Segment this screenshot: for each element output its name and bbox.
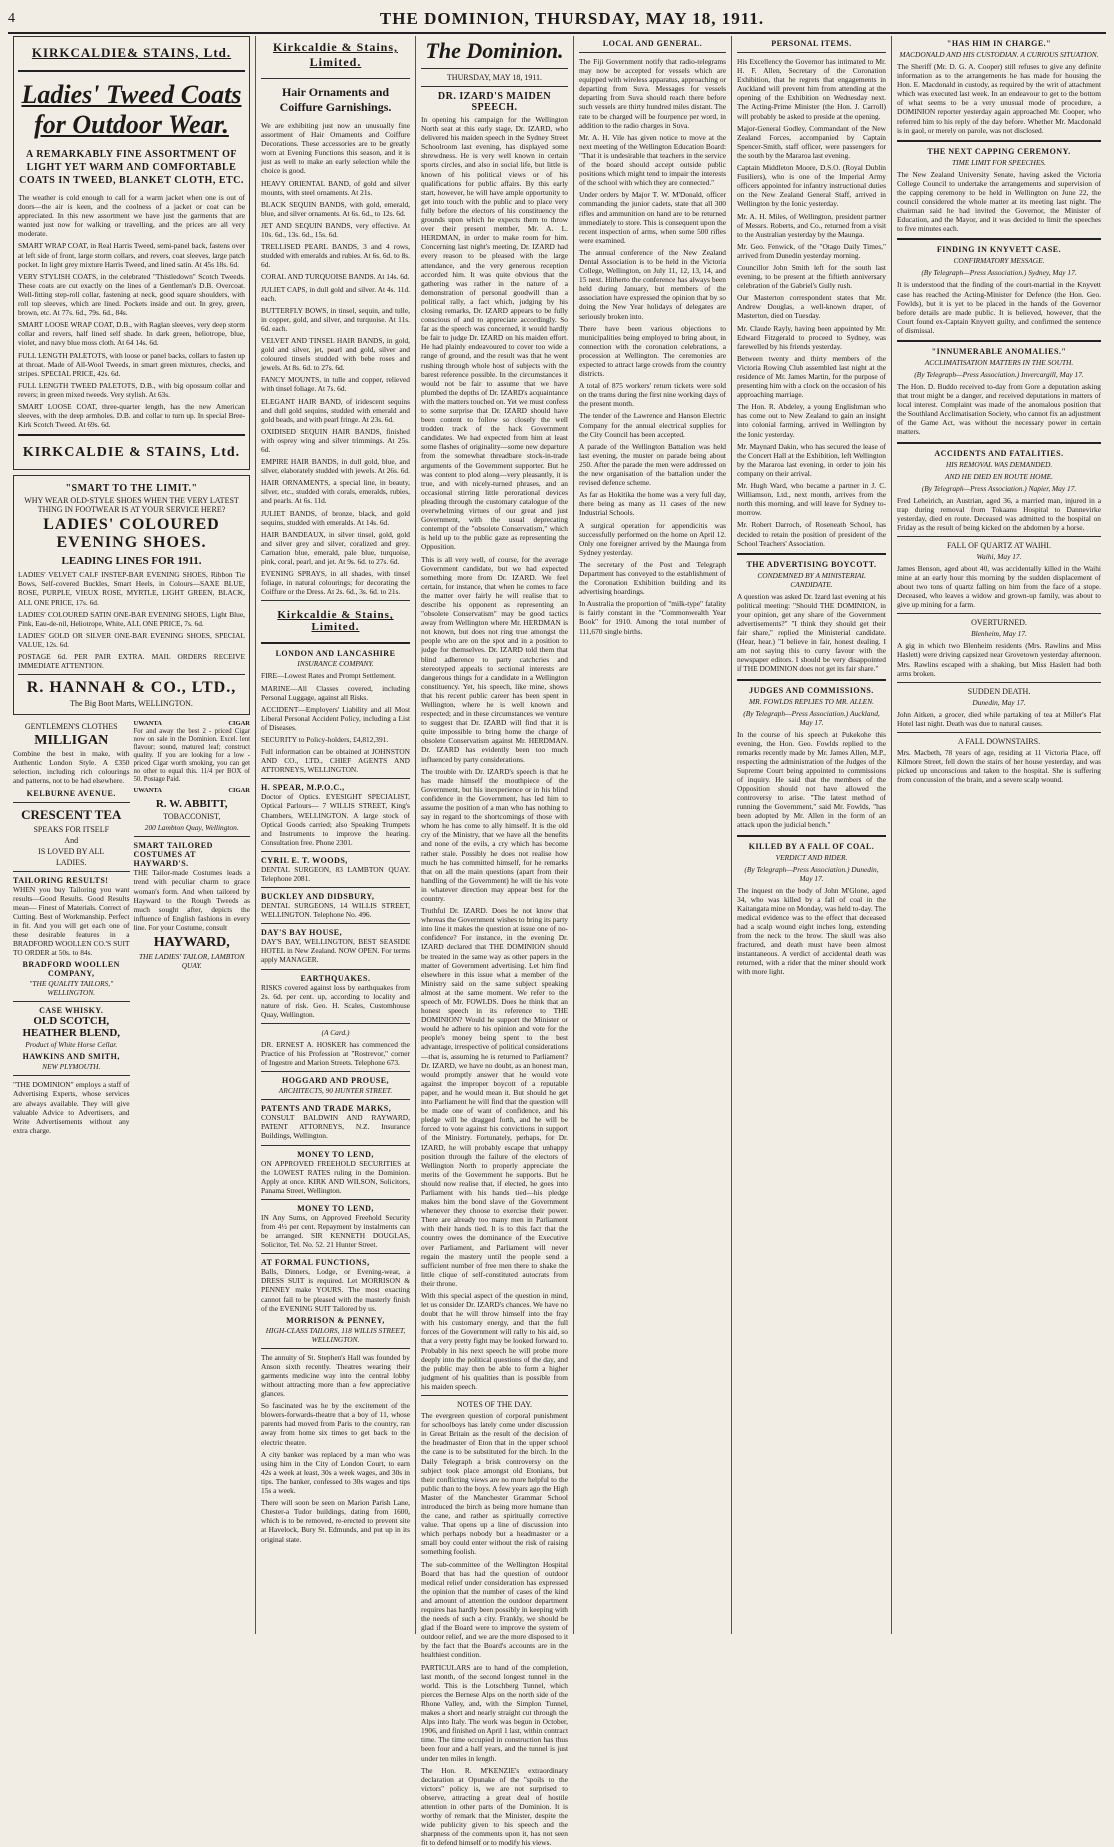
capping-head: THE NEXT CAPPING CEREMONY. <box>927 146 1071 156</box>
quartz-text: James Benson, aged about 40, was accidentally killed in the Waihi mine at an early hour this morning by the sudden displacement of about two tons of quartz falling on him from the face of a stope. Deceased, who leaves a widow and grown-up family, was about to give up mining for a farm. <box>897 563 1101 610</box>
column-3 <box>416 36 574 1847</box>
milligan-name: MILLIGAN <box>34 733 109 749</box>
local-item: A total of 875 workers' return tickets were sold on the trams during the first nine working days of the present month. <box>579 381 726 409</box>
crescent-sub4: LADIES. <box>56 857 87 867</box>
column-1 <box>8 36 256 1634</box>
london-item: FIRE—Lowest Rates and Prompt Settlement. <box>261 671 396 681</box>
killed-text: The inquest on the body of John M'Glone, aged 34, who was killed by a fall of coal in the Kaitangata mine on Monday, was held to-day. The medical evidence was to the effect that deceased had a scalp wound eight inches long, extending from the neck to the brow. The skull was also fractured, and death must have been almost instantaneous. A verdict of accidental death was returned, with a rider that the miner should work with more light. <box>737 885 886 977</box>
note: The Hon. R. M'KENZIE's extraordinary declaration at Opunake of the "spoils to the victors" policy is, we are not surprised to observe, attracting a great deal of hostile attention in other parts of the Dominion. It is worthy of remark that the Minister, despite the wide publicity given to his speech and the sharpness of the comments upon it, has not seen fit to defend himself or to modify his views. <box>421 1765 568 1847</box>
editorial-date: THURSDAY, MAY 18, 1911. <box>446 73 543 82</box>
overturned-text: A gig in which two Blenheim residents (Mrs. Rawlins and Miss Haslett) were driving capsized near Grovetown yesterday afternoon. Mrs. Rawlins escaped with a shaking, but Miss Haslett had both arms broken. <box>897 641 1101 678</box>
editorial-para: In opening his campaign for the Wellington North seat at this early stage, Dr. IZARD, who delivered his maiden speech in the Sydney Street Schoolroom last evening, has displayed some shrewdness. He is very well known in certain sports circles, and also in social life, but little is known of his political views or of his qualifications for public affairs. By this early start, however, he will have ample opportunity to get into touch with the public and to place very fully before the electors of his constituency the grounds upon which he expects them to throw over their present member, Mr. A. L. HERDMAN, in order to make room for him. Concerning last night's meeting, Dr. IZARD had every reason to be pleased with the large attendance, and the very generous reception accorded him. It was quite obvious that the gathering was rather in the nature of a demonstration of personal goodwill than a political rally, a fact which, judging by his closing remarks, Dr. IZARD appears to be fully conscious of and to appreciate accordingly. So far as the speech was concerned, it would hardly be fair to judge Dr. IZARD on his maiden effort. He had plainly endeavoured to cover too wide a range of ground, and the result was that he went rushing through whole host of subjects with the barest reference possible. In the circumstances it would not be fair to assume that we have plumbed the depths of Dr. IZARD's acquaintance with the matters touched on. Yet we must confess to some surprise that Dr. IZARD should have been content to follow so closely the well trodden track of the hack Government candidates. We had expected from him at least some flashes of originality—some new departure from the somewhat threadbare stock-in-trade arguments of the Government supporter. But he was content to plod along—very pleasantly, it is true, and with nicely-turned phrases, and an occasional stirring little perorational devices pleading through the customary catalogue of the overwhelming virtues of our great and just Government, with the usual deprecating contempt of the "obsolete Conservatism," which is held up to the public gaze as representing the Opposition. <box>421 115 568 552</box>
accidents-text: Fred Leheirich, an Austrian, aged 36, a married man, injured in a trap during removal from Tokaanu Hospital to Dannevirke yesterday, died en route. Deceased was admitted to the hospital on Friday as the result of being kicked on the abdomen by a horse. <box>897 495 1101 532</box>
hannah-name: R. HANNAH & CO., LTD., <box>26 679 237 697</box>
case-whisky: CASE WHISKY. <box>39 1006 104 1016</box>
boycott-sub: CONDEMNED BY A MINISTERIAL CANDIDATE. <box>757 570 866 589</box>
killed-head: KILLED BY A FALL OF COAL. <box>748 841 875 851</box>
tweed-coats-sub: A REMARKABLY FINE ASSORTMENT OF LIGHT YET WARM AND COMFORTABLE COATS IN TWEED, BLANKET CLOTH, ETC. <box>19 149 244 186</box>
card-label: (A Card.) <box>321 1027 350 1037</box>
shoe-title: LADIES' COLOURED EVENING SHOES. <box>43 516 220 552</box>
paper-name: The Dominion. <box>425 38 564 63</box>
hair-item: HAIR BANDEAUX, in silver tinsel, gold, gold and silver grey and silver, coralized and grey. Carnation blue, emerald, pale blue, turquoise, pink, coral, pearl, and jet. At 9s. 6d. to 27s. 6d. <box>261 529 410 567</box>
hawkins-sub: NEW PLYMOUTH. <box>42 1062 101 1072</box>
spear: H. SPEAR, M.P.O.C., <box>261 783 345 793</box>
bradford-sub: "THE QUALITY TAILORS," WELLINGTON. <box>29 979 114 998</box>
coat-item: FULL LENGTH PALETOTS, with loose or panel backs, collars to fasten up at throat. Made of All-Wool Tweeds, in smart green mixtures, checks, and stripes. SPECIAL PRICE, 42s. 6d. <box>18 350 245 378</box>
anomalies-sub: ACCLIMATISATION MATTERS IN THE SOUTH. <box>924 357 1074 367</box>
coat-item: SMART LOOSE COAT, three-quarter length, has the new American sleeves, with the deep armholes. D.B. and collar to turn up. In special Bree-Kirk Scotch Tweed. At 69s. 6d. <box>18 401 245 430</box>
personal-item: Captain Middleton Moore, D.S.O. (Royal Dublin Fusiliers), who is one of the Imperial Army officers appointed for infantry instructional duties on the New Zealand General Staff, arrived in Wellington by the Ionic yesterday. <box>737 163 886 209</box>
cigar-word-2: CIGAR <box>228 786 250 794</box>
quartz-source: Waihi, May 17. <box>976 551 1022 561</box>
quartz-head: FALL OF QUARTZ AT WAIHI. <box>947 540 1051 550</box>
abbitt-sub: TOBACCONIST, <box>163 812 221 822</box>
london-item: MARINE—All Classes covered, including Personal Luggage, against all Risks. <box>261 683 410 702</box>
coat-item: SMART LOOSE WRAP COAT, D.B., with Raglan sleeves, very deep storm collar and revers, half lined self shade. In dark green, heliotrope, blue, violet, and navy blue moss cloth. At 64 14s. 6d. <box>18 320 245 348</box>
hair-item: OXIDISED SEQUIN HAIR BANDS, finished with osprey wing and silver trimmings. At 25s. 6d. <box>261 426 410 454</box>
note: PARTICULARS are to hand of the completion, last month, of the second longest tunnel in the world. This is the Lotschberg Tunnel, which pierces the Bernese Alps on the north side of the Rhone Valley, and, with the Simplon Tunnel, makes a short and nearly straight cut through the Alps into Italy. The work was begun in October, 1906, and finished on April 1 last, within contract time. The time occupied in construction has thus been four and a half years, and the tunnel is just under ten miles in length. <box>421 1662 568 1763</box>
accidents-sub: HIS REMOVAL WAS DEMANDED. <box>945 459 1053 469</box>
buckley: BUCKLEY AND DIDSBURY, <box>261 892 375 902</box>
hair-item: JET AND SEQUIN BANDS, very effective. At 10s. 6d., 13s. 6d., 15s. 6d. <box>261 220 410 240</box>
editorial-continued: With this special aspect of the question in mind, let us consider Dr. IZARD's chances. We have no doubt that he will throw himself into the fray with his customary energy, and that the full forces of the Government will rally to his aid, so that a very pretty fight may be looked forward to. Probably in his next speech he will probe more deeply into the political questions of the day, and the public may then be able to form a higher judgment of his qualities than is possible from his maiden speech. <box>421 1291 568 1391</box>
knyvett-text: It is understood that the finding of the court-martial in the Knyvett case has reached the Acting-Minister for Defence (the Hon. Geo. Fowlds), but it is yet to be placed in the hands of the Governor before details are made public. It is believed, however, that the Court found ex-Captain Knyvett guilty, and confirmed the sentence of dismissal. <box>897 280 1101 335</box>
in-charge-head: "HAS HIM IN CHARGE." <box>946 39 1052 48</box>
tweed-coats-ad <box>13 36 250 470</box>
judges-head: JUDGES AND COMMISSIONS. <box>749 685 874 695</box>
overturned-head: OVERTURNED. <box>971 618 1027 628</box>
abbitt-sub2: 200 Lambton Quay, Wellington. <box>144 823 239 833</box>
k-s-brand-2: Kirkcaldie & Stains, Limited. <box>277 609 394 634</box>
column-2 <box>256 36 416 1634</box>
knyvett-head: FINDING IN KNYVETT CASE. <box>936 245 1062 255</box>
column-4 <box>574 36 732 1634</box>
hair-item: ELEGANT HAIR BAND, of iridescent sequins and dull gold sequins, studded with emerald and gold beads, and with pearl fringe. At 23s. 6d. <box>261 396 410 424</box>
shoe-item: LADIES' COLOURED SATIN ONE-BAR EVENING SHOES, Light Blue, Pink, Eau-de-nil, Heliotrope, White, ALL ONE PRICE, 7s. 6d. <box>18 609 245 628</box>
bottom-note: So fascinated was he by the excitement of the blowers-forwards-theatre that a boy of 11, whose parents had moved from Paris to the country, ran away from home six times to get back to the electric theatre. <box>261 1401 410 1447</box>
column-6 <box>892 36 1106 1634</box>
notes-head: NOTES OF THE DAY. <box>457 1400 532 1410</box>
hair-item: HEAVY ORIENTAL BAND, of gold and silver mounts, with steel ornaments. At 21s. <box>261 178 410 197</box>
personal-item: Between twenty and thirty members of the Victoria Rowing Club assembled last night at the residence of Mr. James Martin, for the purpose of presenting him with a clock on the occasion of his approaching marriage. <box>737 353 886 400</box>
local-item: Mr. A. H. Vile has given notice to move at the next meeting of the Wellington Education Board: "That it is undesirable that teachers in the service of the board should accept outside public positions which might tend to impair the interests of the school with which they are connected." <box>579 132 726 188</box>
personal-item: His Excellency the Governor has intimated to Mr. H. F. Allen, Secretary of the Coronation Exhibition, that he regrets that engagements in Auckland will prevent him from attending at the opening of the Exhibition on Wednesday next. The Acting-Prime Minister (the Hon. J. Carroll) will probably be asked to preside at the opening. <box>737 57 886 121</box>
personal-item: Councillor John Smith left for the south last evening, to be present at the fiftieth anniversary celebration of the Gabriel's Gully rush. <box>737 262 886 291</box>
milligan-top: GENTLEMEN'S CLOTHES <box>24 722 118 732</box>
personal-item: Mr. Hugh Ward, who became a partner in J. C. Williamson, Ltd., next month, arrives from the north this morning, and will leave for Sydney to-morrow. <box>737 481 886 518</box>
note: The evergreen question of corporal punishment for schoolboys has lately come under discussion in Great Britain as the result of the decision of the headmaster of Eton that in the upper school the cane is to be substituted for the birch. In the Daily Telegraph a brisk controversy on the subject took place amongst old Etonians, but their conflicting views are no more helpful to the public than to the boys. A few years ago the High Master of the Manchester Grammar School introduced the birch as being more humane than the cane, and rather as spiritually corrective value. That opens up a line of discussion into which perhaps nobody but a headmaster or a small boy could enter without the risk of raising something foolish. <box>421 1411 568 1557</box>
page-number: 4 <box>8 11 15 26</box>
tailoring-head: TAILORING RESULTS! <box>13 875 109 885</box>
anomalies-head: "INNUMERABLE ANOMALIES." <box>931 346 1067 356</box>
london-item: SECURITY to Policy-holders, £4,812,391. <box>261 734 389 744</box>
hayward-text: THE Tailor-made Costumes leads a trend with peculiar charm to grace woman's form. And when tailored by Hayward to the Rough Tweeds as much sought after, depicts the influence of English fashions in every line. For your Costume, consult <box>133 868 250 932</box>
knyvett-sub: CONFIRMATORY MESSAGE. <box>953 256 1045 266</box>
crescent-sub2: And <box>64 835 79 845</box>
hair-item: TRELLISED PEARL BANDS, 3 and 4 rows, studded with emeralds and rubies. At 6s. 6d. to 8s. 6d. <box>261 242 410 270</box>
column-5 <box>732 36 892 1634</box>
uwanta-cigar-ad <box>134 720 251 794</box>
money-to-lend-2: MONEY TO LEND, <box>297 1203 374 1213</box>
shoe-question: WHY WEAR OLD-STYLE SHOES WHEN THE VERY LATEST THING IN FOOTWEAR IS AT YOUR SERVICE HERE? <box>24 496 239 515</box>
shoe-item: LADIES' GOLD OR SILVER ONE-BAR EVENING SHOES, SPECIAL VALUE, 12s. 6d. <box>18 630 245 649</box>
kirkcaldie-brand: KIRKCALDIE& STAINS, Ltd. <box>31 45 232 60</box>
days-text: DAY'S BAY, WELLINGTON, BEST SEASIDE HOTEL in New Zealand. NOW OPEN. For terms apply MANAGER. <box>261 937 410 965</box>
money2-text: IN Any Sums, on Approved Freehold Security from 4½ per cent. Repayment by instalments can be arranged. SIR KENNETH DOUGLAS, Solicitor, Tel. No. 52. 21 Hunter Street. <box>261 1212 410 1250</box>
personal-item: The Hon. R. Abdeley, a young Englishman who has come out to New Zealand to gain an insight into colonial farming, arrived in Wellington by the Ionic yesterday. <box>737 402 886 439</box>
hair-item: JULIET CAPS, in dull gold and silver. At 4s. 11d. each. <box>261 284 410 303</box>
formal-functions: AT FORMAL FUNCTIONS, <box>261 1258 370 1268</box>
local-item: The secretary of the Post and Telegraph Department has conveyed to the establishment of the Coronation Exhibition building and its advertising hoardings. <box>579 559 726 597</box>
judges-text: In the course of his speech at Pukekohe this evening, the Hon. Geo. Fowlds replied to the remarks recently made by Mr. James Allen, M.P., respecting the administration of the Judges of the Supreme Court being appointed to commissions of inquiry. He said that the members of the Opposition should not have allowed the controversy to arise. "The latest method of running the Government," said Mr. Fowlds, "has been adopted by Mr. Allen in the form of an attack upon the judicial bench." <box>737 729 886 830</box>
milligan-text: Combine the best in make, with Authentic London Style. A £350 selection, including rich colourings and patterns, not to be had elsewhere. <box>13 749 130 786</box>
accidents-sub2: AND HE DIED EN ROUTE HOME. <box>945 471 1053 481</box>
hair-item: CORAL AND TURQUOISE BANDS. At 14s. 6d. <box>261 272 410 282</box>
london-sub: INSURANCE COMPANY. <box>297 659 374 669</box>
killed-source: (By Telegraph—Press Association.) Dunedin, May 17. <box>744 864 879 883</box>
knyvett-source: (By Telegraph—Press Association.) Sydney, May 17. <box>921 268 1077 278</box>
coat-item: SMART WRAP COAT, in Real Harris Tweed, semi-panel back, fastens over at left side of front, large storm collars, and revers, coat sleeves, large patch pocket. In light grey mixture Harris Tweed, and lined satin. At 45s 18s. 6d. <box>18 241 245 269</box>
earthquakes-text: RISKS covered against loss by earthquakes from 2s. 6d. per cent. up, according to locality and nature of risk. Geo. H. Scales, Customhouse Quay, Wellington. <box>261 982 410 1019</box>
hair-item: BLACK SEQUIN BANDS, with gold, emerald, blue, and silver ornaments. At 6s. 6d., to 12s. 6d. <box>261 199 410 218</box>
london-foot: Full information can be obtained at JOHNSTON AND CO., LTD., CHIEF AGENTS AND ATTORNEYS, WELLINGTON. <box>261 747 410 775</box>
hoggard-sub: ARCHITECTS, 90 HUNTER STREET. <box>278 1086 393 1096</box>
hair-item: HAIR ORNAMENTS, a special line, in beauty, silver, etc., studded with corals, emeralds, rubies, and pearls. At 6s. 11d. <box>261 478 410 506</box>
personal-item: Mr. Geo. Fenwick, of the "Otago Daily Times," arrived from Dunedin yesterday morning. <box>737 241 886 260</box>
note: The sub-committee of the Wellington Hospital Board that has had the question of outdoor medical relief under consideration has expressed the opinion that the number of cases of the kind and amount of attention the outdoor department requires has hardly been possibly in keeping with the needs of such a city. Frankly, we should be glad if the Board were to improve the system of outdoor relief, and we are the more disposed to it by the fact that the Board's accounts are in the healthiest condition. <box>421 1559 568 1660</box>
church-note: The annuity of St. Stephen's Hall was founded by Anson sixth recently. Theatres wearing their garments medicine way into the central lobby without attracting more than a few appreciative glances. <box>261 1352 410 1399</box>
hannah-sub: The Big Boot Marts, WELLINGTON. <box>70 699 193 709</box>
london-lancashire: LONDON AND LANCASHIRE <box>275 649 396 659</box>
cigar-text: For and away the best 2 - priced Cigar now on sale in the Dominion. Excel. lent flavour; sound, matured leaf; construct quality. If you are looking for a low - priced Cigar worth smoking, you can get no other to equal this. 11/4 per BOX of 50. Postage Paid. <box>133 727 250 783</box>
hair-intro: We are exhibiting just now an unusually fine assortment of Hair Ornaments and Coiffure Decorations. These accessories are to be greatly worn at Evening Functions this season, and it is just as well to make an early selection while the choice is good. <box>261 121 410 176</box>
local-item: As far as Hokitika the home was a very full day, there being as many as 11 cases of the new Industrial Schools. <box>579 490 726 518</box>
tailoring-text: WHEN you buy Tailoring you want results—Good Results. Good Results mean— Finest of Materials. Correct of Cutting. Best of Workmanship. Perfect in fit. And you will get each one of these desirable features in a BRADFORD WOOLLEN CO.'S SUIT TO ORDER at 50s. to 84s. <box>13 884 130 958</box>
personal-item: Mr. Maynard Dakin, who has secured the lease of the Concert Hall at the Exhibition, left Wellington by the Mararoa last evening, in order to join his company on their arrival. <box>737 441 886 478</box>
judges-source: (By Telegraph—Press Association.) Auckland, May 17. <box>743 708 880 727</box>
functions-text: Balls, Dinners, Lodge, or Evening-wear, a DRESS SUIT is required. Let MORRISON & PENNEY make YOURS. The most exacting cannot fail to be pleased with the masterly finish of the EVENING SUIT Tailored by us. <box>261 1267 410 1313</box>
bottom-note-3: There will soon be seen on Marion Parish Lane, Chester-a Tudor buildings, dating from 1600, which is to be removed, re-erected to prevent site at Havelock, Bury St. Edmunds, and put up in its original state. <box>261 1498 410 1544</box>
local-item: The tender of the Lawrence and Hanson Electric Company for the annual electrical supplies for the City Council has been accepted. <box>579 411 726 439</box>
hayward-top: SMART TAILORED COSTUMES AT HAYWARD'S. <box>133 841 213 869</box>
boycott-head: THE ADVERTISING BOYCOTT. <box>746 559 877 569</box>
in-charge-text: The Sheriff (Mr. D. G. A. Cooper) still refuses to give any definite information as to the arrangements he has made for housing the Hon. E. Macdonald in custody, as required by the writ of attachment which was executed last week. In an endeavour to get to the bottom of what seems to be a very unusual mode of procedure, a DOMINION reporter yesterday again approached Mr. Cooper, who referred him to his reply of the day before. Whether Mr. Macdonald is in gaol, or merely on parole, was not disclosed. <box>897 62 1101 135</box>
overturned-source: Blenheim, May 17. <box>971 629 1027 639</box>
personal-item: Major-General Godley, Commandant of the New Zealand Forces, accompanied by Captain Spencer-Smith, staff officer, were passengers for the south by the Mararoa last evening. <box>737 123 886 160</box>
sudden-death-head: SUDDEN DEATH. <box>967 686 1031 696</box>
boycott-text: A question was asked Dr. Izard last evening at his political meeting: "Should THE DOMINION, in your opinion, get any share of the Government advertisements?" "I think they should get their fair share," replied the Ministerial candidate. (Hear, hear.) "I believe in fair, honest dealing. I am not saying this to curry favour with the newspaper editors. I should be very disappointed if THE DOMINION does not get its fair share." <box>737 591 886 674</box>
hair-item: EVENING SPRAYS, in all shades, with tinsel foliage, in natural colourings; for decorating the Coiffure or the Dress. At 2s. 6d., 3s. 6d. to 21s. <box>261 569 410 597</box>
morrison-sub: HIGH-CLASS TAILORS, 118 WILLIS STREET, WELLINGTON. <box>265 1325 406 1344</box>
woods: CYRIL E. T. WOODS, <box>261 855 348 865</box>
london-item: ACCIDENT—Employers' Liability and all Most Liberal Personal Accident Policy, including a List of Diseases. <box>261 704 410 732</box>
hayward-sub: THE LADIES' TAILOR, LAMBTON QUAY. <box>138 952 245 971</box>
hair-item: VELVET AND TINSEL HAIR BANDS, in gold, gold and silver, jet, pearl and gold, silver and coloured tinsels studded with bebe roses and jewels. At 8s. 6d. to 27s. 6d. <box>261 335 410 373</box>
woods-sub: DENTAL SURGEON, 83 LAMBTON QUAY. Telephone 2081. <box>261 864 410 883</box>
days-bay: DAY'S BAY HOUSE, <box>261 928 343 938</box>
k-s-brand: Kirkcaldie & Stains, Limited. <box>272 40 398 69</box>
cigar-word-2: CIGAR <box>228 720 250 728</box>
personal-item: Mr. Robert Darroch, of Roseneath School, has decided to retain the position of president of the School Teachers' Association. <box>737 520 886 548</box>
capping-sub: TIME LIMIT FOR SPEECHES. <box>952 157 1046 167</box>
bradford: BRADFORD WOOLLEN COMPANY, <box>22 960 120 979</box>
earthquakes-head: EARTHQUAKES. <box>300 973 371 983</box>
editorial-para: This is all very well, of course, for the average Government candidate, but we had expected something more from Dr. IZARD. We feel certain, for instance, that when he comes to face the matter over fairly he will realise that to describe his opponent as representing an "obsolete Conservatism" may be good tactics away from Wellington where Mr. HERDMAN is not known, but does not ring true amongst the people who are on the spot and in a position to judge for themselves. Dr. IZARD told them that blind adherence to party catchcries and stereotyped appeals to sectional interests are dangerous things for a candidate in a Wellington constituency. Yet, his speech, like mine, shows that his recent public career has been spent in Wellington, where he is well known and respected; and in these circumstances we venture to suggest that Dr. IZARD will find that it is quite impossible to bring home the charge of obsolete Conservatism against Mr. HERDMAN. Dr. IZARD has evidently been too much influenced by party considerations. <box>421 554 568 764</box>
tweed-intro: The weather is cold enough to call for a warm jacket when one is out of doors—the air is keen, and the coolness of a jacket or coat can be appreciated. In this new assortment we have just the garments that are wanted just now for walking or travelling, and the prices are all very moderate. <box>18 193 245 239</box>
morrison: MORRISON & PENNEY, <box>286 1315 385 1325</box>
dominion-note: "THE DOMINION" employs a staff of Advertising Experts, whose services are always available. They will give valuable Advice to Advertisers, and Write Advertisements without any extra charge. <box>13 1080 130 1135</box>
kelburne: KELBURNE AVENUE. <box>26 788 116 798</box>
coat-item: VERY STYLISH COATS, in the celebrated "Thistledown" Scotch Tweeds. These coats are cut exactly on the lines of a Gentleman's D.B. Overcoat. Well-fitting step-roll collar, fastening at neck, good square shoulders, with roll top sleeves, which are lined. Pockets inside and out. In grey, green, brown, etc. At 77s. 6d., 79s. 6d., 84s. <box>18 271 245 318</box>
buckley-sub: DENTAL SURGEONS, 14 WILLIS STREET, WELLINGTON. Telephone No. 496. <box>261 901 410 920</box>
shoe-slogan: "SMART TO THE LIMIT." <box>65 483 198 495</box>
money-to-lend: MONEY TO LEND, <box>297 1149 374 1159</box>
kirkcaldie-brand-2: KIRKCALDIE & STAINS, Ltd. <box>22 445 241 461</box>
old-scotch: OLD SCOTCH, HEATHER BLEND, <box>22 1015 121 1040</box>
masthead-title: THE DOMINION, THURSDAY, MAY 18, 1911. <box>379 9 765 28</box>
evening-shoes-ad <box>13 475 250 715</box>
capping-text: The New Zealand University Senate, having asked the Victoria College Council to undertake the arrangements and supervision of the capping ceremony to be held in Wellington on June 22, the council considered the whole matter at its meeting last night. The chairman said he had invited the Governor, the Minister of Education, and the Mayor, and it was decided to limit the speeches to five minutes each. <box>897 169 1101 234</box>
editorial-para: Truthful Dr. IZARD. Does he not know that whereas the Government wishes to bring its party into line it makes the question at issue one of no-confidence? For instance, in the evening Dr. IZARD declared that THE DOMINION should be treated in the same way as other papers in the matter of Government advertising. Let him find elsewhere in this issue what a member of the Ministry said on the same subject speaking almost at the same moment. We refer to the speech of Mr. FOWLDS. Does he think that an honest speech in its reference to THE DOMINION? Would he support the Minister or would he adhere to his opinion and vote for the people's money being spent to the best advantage, irrespective of political considerations—that is, assuming he is returned to Parliament? Dr. IZARD, we have no doubt, as an honest man, would promptly answer that he would vote against the improper boycott of a reputable paper, and he would mean it. But should he get into Parliament he will find that the question will be made one of want of confidence, and his pledge will be dragged forth, and he will be forced to vote against his convictions in support of the Ministry. Fortunately, perhaps, for Dr. IZARD, he will probably escape that unhappy position through the failure of the electors of Wellington North to properly appreciate the merits of the Government he supports. But he should now realise that, if elected, he goes into Parliament with his hands tied—his pledge makes him the bond slave of the Government whenever they choose to exercise their power. There are already too many men in Parliament with their hands tied. It is to this fact that the country owes the dominance of the Executive over Parliament, and Parliament will never regain the mastery until the people send a sufficient number of free men there to shake the little clique of self-constituted autocrats from their throne. <box>421 906 568 1288</box>
fall-text: Mrs. Macbeth, 78 years of age, residing at 11 Victoria Place, off Kilmore Street, fell down the stairs of her house yesterday, and was picked up unconscious and taken to the hospital. She is suffering from concussion of the brain, and a severe scalp wound. <box>897 747 1101 785</box>
shoe-item: LADIES' VELVET CALF INSTEP-BAR EVENING SHOES, Ribbon Tie Bows, Self-covered Buckles, Smart Heels, in Colours—SAXE BLUE, ROSE, PURPLE, VIEUX ROSE, MYRTLE, LIGHT GREEN, BLACK, ALL ONE PRICE, 17s. 6d. <box>18 570 245 607</box>
anomalies-source: (By Telegraph—Press Association.) Invercargill, May 17. <box>914 369 1084 379</box>
fall-head: A FALL DOWNSTAIRS. <box>957 736 1041 746</box>
crescent-sub: SPEAKS FOR ITSELF <box>33 824 110 834</box>
hayward-name: HAYWARD, <box>153 935 230 951</box>
cigar-word: UWANTA <box>133 786 162 794</box>
bottom-note-2: A city banker was replaced by a man who was using him in the City of London Court, to earn 42s a week at least, 30s a week wages, and 30s in tips. The banker, confessed to 30s wages and tips 15s a week. <box>261 1449 410 1496</box>
money-text: ON APPROVED FREEHOLD SECURITIES at the LOWEST RATES ruling in the Dominion. Apply at once. KIRK AND WILSON, Solicitors, Panama Street, Wellington. <box>261 1158 410 1195</box>
local-item: Under orders by Major T. W. M'Donald, officer commanding the junior cadets, state that all 300 rifles and ammunition on hand are to be returned immediately to store. This is consequent upon the recent inspection of arms, when some 500 rifles were examined. <box>579 190 726 245</box>
accidents-source: (By Telegraph—Press Association.) Napier, May 17. <box>921 483 1077 493</box>
killed-sub: VERDICT AND RIDER. <box>775 852 848 862</box>
tweed-coats-headline: Ladies' Tweed Coats for Outdoor Wear. <box>21 80 242 139</box>
hair-item: EMPIRE HAIR BANDS, in dull gold, blue, and silver, elaborately studded with jewels. At 26s. 6d. <box>261 457 410 476</box>
local-item: A parade of the Wellington Battalion was held last evening, the muster on parade being about 250. After the parade the men were addressed on the new organisation of the battalion under the revised defence scheme. <box>579 441 726 488</box>
local-item: The Fiji Government notify that radio-telegrams may now be accepted for vessels which are equipped with wireless apparatus, approaching or departing from Suva. Messages for vessels departing from Suva should reach there before such vessels are thirty hundred miles distant. The rate to be charged will be fourpence per word, in addition to the radio charges in Suva. <box>579 57 726 130</box>
editorial-heading: DR. IZARD'S MAIDEN SPEECH. <box>437 91 552 113</box>
masthead <box>8 6 1106 34</box>
left-small-ads <box>13 720 130 1138</box>
hair-item: FANCY MOUNTS, in tulle and copper, relieved with tinsel foliage. At 7s. 6d. <box>261 375 410 394</box>
hosker-text: DR. ERNEST A. HOSKER has commenced the Practice of his Profession at "Rostrevor," corner of Ingestre and Marion Streets. Telephone 673. <box>261 1039 410 1068</box>
hawkins: HAWKINS AND SMITH, <box>22 1052 120 1062</box>
personal-head: PERSONAL ITEMS. <box>771 39 852 48</box>
scotch-sub: Product of White Horse Cellar. <box>25 1040 118 1050</box>
hair-item: JULIET BANDS, of bronze, black, and gold sequins, studded with emeralds. At 14s. 6d. <box>261 508 410 527</box>
judges-sub: MR. FOWLDS REPLIES TO MR. ALLEN. <box>749 696 874 706</box>
in-charge-sub: MACDONALD AND HIS CUSTODIAN. A CURIOUS SITUATION. <box>899 50 1099 59</box>
personal-item: Our Masterton correspondent states that Mr. Andrew Douglas, a well-known draper, of Masterton, died on Tuesday. <box>737 293 886 321</box>
local-item: In Australia the proportion of "milk-type" fatality is fairly constant in the "Commonwealth Year Book" for 1910. Among the total number of 111,670 single births. <box>579 599 726 636</box>
right-small-ads <box>134 720 251 1138</box>
anomalies-text: The Hon. D. Buddo received to-day from Gore a deputation asking that trout might be a danger, and received deputations in matters of local interest. Complaint was made of the anomalous position that the Southland Acclimatisation Society, who cannot fix an adjustment of the Game Act, was without the necessary power in certain matters. <box>897 381 1101 437</box>
hair-ornaments-title: Hair Ornaments and Coiffure Garnishings. <box>279 85 392 114</box>
shoe-lines: LEADING LINES FOR 1911. <box>61 555 202 568</box>
cigar-word: UWANTA <box>133 720 162 728</box>
spear-text: Doctor of Optics. EYESIGHT SPECIALIST, Optical Parlours— 7 WILLIS STREET, King's Chambers, WELLINGTON. A large stock of Optical Goods carried; also Speaking Trumpets and Instruments to improve the hearing. Consultation free. Phone 2301. <box>261 792 410 847</box>
crescent-tea: CRESCENT TEA <box>21 806 122 822</box>
editorial-para: The trouble with Dr. IZARD's speech is that he has made himself the mouthpiece of the Government, but his inexperience or in his blind confidence in the Government, has led him to assume the position of a man who has nothing to say in regard to the shortcomings of those with whom he has come to ally himself. It is the old cry of the Ministry, that we have all the benefits and none of the evils, a cry which has become rather stale. Possibly he does not realise how much he has committed himself, for he remarks that on all the main questions (apart from their handling of the Government) he will tie his vote in whatever direction may appear best for the country. <box>421 766 568 903</box>
local-item: A surgical operation for appendicitis was successfully performed on the home on April 12. Only one foreigner arrived by the Maunga from Sydney yesterday. <box>579 520 726 557</box>
columns <box>8 36 1106 1847</box>
crescent-sub3: IS LOVED BY ALL <box>38 846 105 856</box>
personal-item: Mr. A. H. Miles, of Wellington, president partner of Messrs. Roberts, and Co., returned from a visit to the Australian yesterday by the Maunga. <box>737 211 886 239</box>
sudden-death-source: Dunedin, May 17. <box>972 697 1026 707</box>
local-item: There have been various objections to municipalities being employed to bring about, in connection with the coronation celebrations, a procession at Wellington. The ceremonies are expected to attract large crowds from the country districts. <box>579 323 726 379</box>
coat-item: FULL LENGTH TWEED PALETOTS, D.B., with big opossum collar and revers; in green mixed tweeds. Very stylish. At 63s. <box>18 380 245 399</box>
local-item: The annual conference of the New Zealand Dental Association is to be held in the Victoria College, Wellington, on July 11, 12, 13, 14, and 15 next. Hitherto the conference has always been held during January, but members of the association have expressed the opinion that by so doing the New Year holidays of delegates are seriously broken into. <box>579 247 726 321</box>
hoggard: HOGGARD AND PROUSE, <box>281 1076 390 1086</box>
shoe-item: POSTAGE 6d. PER PAIR EXTRA. MAIL ORDERS RECEIVE IMMEDIATE ATTENTION. <box>18 652 245 671</box>
patents: PATENTS AND TRADE MARKS, <box>261 1104 392 1114</box>
personal-item: Mr. Claude Rayly, having been appointed by Mr. Edward Fitzgerald to proceed to Sydney, was farewelled by his friends yesterday. <box>737 323 886 351</box>
local-head: LOCAL AND GENERAL. <box>602 39 703 48</box>
hair-item: BUTTERFLY BOWS, in tinsel, sequin, and tulle, in copper, gold, and silver, and turquoise. At 11s. 6d. each. <box>261 305 410 333</box>
abbitt: R. W. ABBITT, <box>155 798 228 811</box>
accidents-head: ACCIDENTS AND FATALITIES. <box>934 448 1064 458</box>
patents-sub: CONSULT BALDWIN AND RAYWARD, PATENT ATTORNEYS, N.Z. Insurance Buildings, Wellington. <box>261 1113 410 1141</box>
sudden-death-text: John Aitken, a grocer, died while partaking of tea at Miller's Flat Hotel last night. Death was due to natural causes. <box>897 709 1101 728</box>
